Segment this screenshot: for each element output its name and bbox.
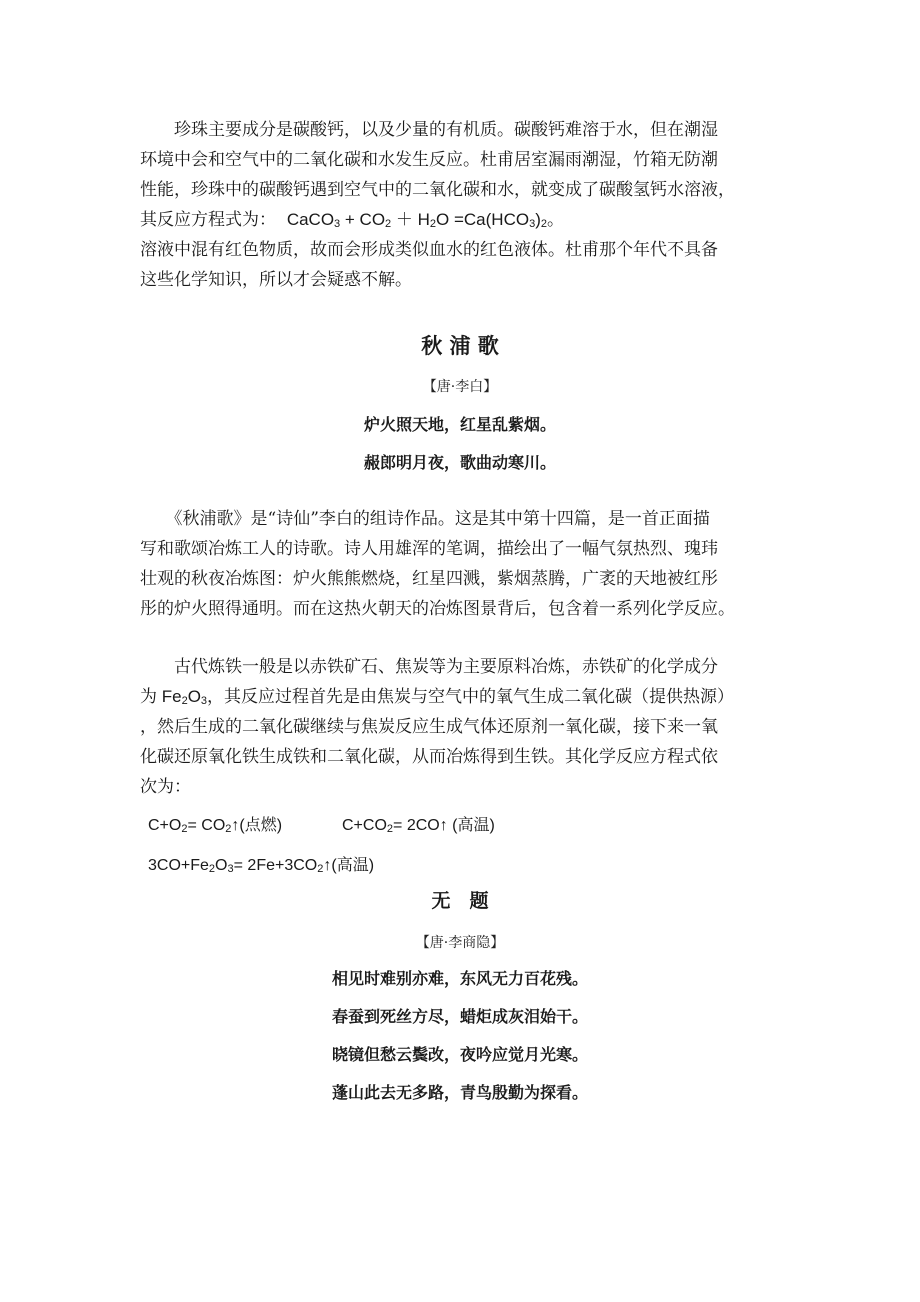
- paragraph-pearl-chemistry: [140, 115, 780, 295]
- text-line: 彤的炉火照得通明。而在这热火朝天的冶炼图景背后，包含着一系列化学反应。: [140, 599, 735, 619]
- equation-line: [140, 205, 780, 235]
- formula-carbon-monoxide: $C+CO_2=$ 2CO↑ (高温): [342, 817, 495, 835]
- poem-line: 炉火照天地，红星乱紫烟。: [363, 415, 556, 434]
- poem-line: 春蚕到死丝方尽，蜡炬成灰泪始干。: [331, 1007, 588, 1026]
- paragraph-iron-smelting: [140, 652, 780, 802]
- text-line: 古代炼铁一般是以赤铁矿石、焦炭等为主要原料冶炼，赤铁矿的化学成分: [140, 657, 718, 677]
- text-line: 次为：: [140, 777, 191, 797]
- poem-line: 晓镜但愁云鬓改，夜吟应觉月光寒。: [331, 1045, 588, 1064]
- poem-author-libai: 【唐·李白】: [422, 379, 498, 395]
- poem-title-wuti: 无 题: [431, 890, 489, 912]
- text-line: 写和歌颂冶炼工人的诗歌。诗人用雄浑的笔调，描绘出了一幅气氛热烈、瑰玮: [140, 539, 718, 559]
- text-line: 化碳还原氧化铁生成铁和二氧化碳，从而冶炼得到生铁。其化学反应方程式依: [140, 747, 718, 767]
- poem-author-lishangyin: 【唐·李商隐】: [415, 935, 505, 951]
- paragraph-qiupu-analysis: [140, 504, 780, 624]
- text-line: 环境中会和空气中的二氧化碳和水发生反应。杜甫居室漏雨潮湿，竹箱无防潮: [140, 150, 718, 170]
- poem-line: 相见时难别亦难，东风无力百花残。: [331, 969, 588, 988]
- text-line-fe2o3: 为 $Fe_2O_3$，其反应过程首先是由焦炭与空气中的氧气生成二氧化碳（提供热源）: [140, 687, 735, 707]
- text-line: 珍珠主要成分是碳酸钙，以及少量的有机质。碳酸钙难溶于水，但在潮湿: [140, 120, 718, 140]
- poem-line: 蓬山此去无多路，青鸟殷勤为探看。: [331, 1083, 588, 1102]
- poem-title-qiupu: 秋 浦 歌: [421, 334, 499, 358]
- text-line: 《秋浦歌》是“诗仙”李白的组诗作品。这是其中第十四篇，是一首正面描: [140, 509, 710, 529]
- text-line: 壮观的秋夜冶炼图：炉火熊熊燃烧，红星四溅，紫烟蒸腾，广袤的天地被红彤: [140, 569, 718, 589]
- text-line: ，然后生成的二氧化碳继续与焦炭反应生成气体还原剂一氧化碳，接下来一氧: [140, 717, 718, 737]
- formula-iron-reduction: $3CO+Fe_2O_3=$ $2Fe+3CO_2↑$(高温): [148, 857, 375, 875]
- text-line: 溶液中混有红色物质，故而会形成类似血水的红色液体。杜甫那个年代不具备: [140, 240, 718, 260]
- text-line: 这些化学知识，所以才会疑惑不解。: [140, 270, 412, 290]
- poem-line: 赧郎明月夜，歌曲动寒川。: [363, 453, 556, 472]
- equation-prefix: 其反应方程式为：: [140, 210, 276, 230]
- text-line: 性能，珍珠中的碳酸钙遇到空气中的二氧化碳和水，就变成了碳酸氢钙水溶液，: [140, 180, 735, 200]
- calcium-bicarbonate-equation: CaCO$_3$ + $CO_2 + H_2O =Ca(HCO_3)_2$。: [286, 210, 564, 230]
- formula-carbon-combustion: $C+O_2=$ $CO_2↑$(点燃): [148, 817, 283, 835]
